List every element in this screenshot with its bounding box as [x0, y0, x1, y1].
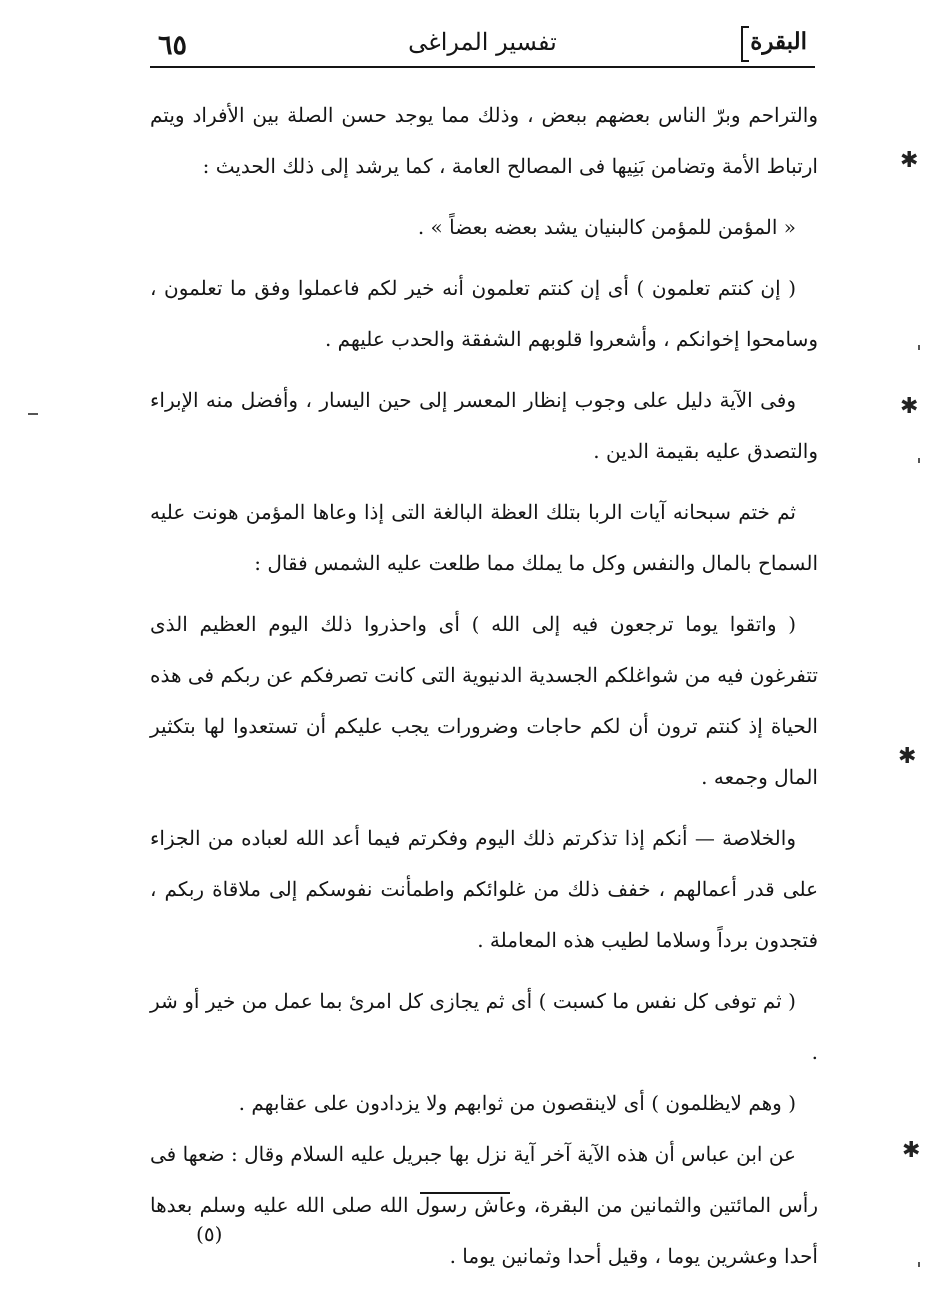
summary-paragraph: والخلاصة — أنكم إذا تذكرتم ذلك اليوم وفكرتم فيما أعد الله لعباده من الجزاء على قدر أعمالهم ، خفف ذلك من غلوائكم واطمأنت نفوسكم إلى ملاقاة ربكم ، فتجدون برداً وسلاما لطيب هذه المعاملة .	[150, 826, 818, 952]
asterisk-blot-icon: ✱	[900, 394, 919, 419]
body-text	[150, 90, 818, 1292]
paragraph: وفى الآية دليل على وجوب إنظار المعسر إلى حين اليسار ، وأفضل منه الإبراء والتصدق عليه بقيمة الدين .	[150, 388, 818, 463]
asterisk-blot-icon: ✱	[902, 1138, 921, 1163]
scan-tick-mark	[918, 458, 920, 463]
narration-paragraph: عن ابن عباس أن هذه الآية آخر آية نزل بها جبريل عليه السلام وقال : ضعها فى رأس المائتين والثمانين من البقرة، وعاش رسول الله صلى الله عليه وسلم بعدها أحدا وعشرين يوما ، وقيل أحدا وثمانين يوما .	[150, 1142, 818, 1268]
footnote-rule	[420, 1192, 510, 1194]
verse-commentary: ( ثم توفى كل نفس ما كسبت ) أى ثم يجازى كل امرئ بما عمل من خير أو شر .	[150, 989, 818, 1064]
header-rule	[150, 66, 815, 68]
hadith-quote: « المؤمن للمؤمن كالبنيان يشد بعضه بعضاً » .	[417, 215, 796, 239]
header-bracket	[741, 26, 749, 62]
scan-tick-mark	[918, 1262, 920, 1267]
page-number: ٦٥	[158, 30, 188, 61]
asterisk-blot-icon: ✱	[898, 744, 917, 769]
signature-number: (٥)	[196, 1222, 223, 1246]
paragraph: ( إن كنتم تعلمون ) أى إن كنتم تعلمون أنه خير لكم فاعملوا وفق ما تعلمون ، وسامحوا إخوانكم ، وأشعروا قلوبهم الشفقة والحدب عليهم .	[150, 276, 818, 351]
paragraph: ثم ختم سبحانه آيات الربا بتلك العظة البالغة التى إذا وعاها المؤمن هونت عليه السماح بالمال والنفس وكل ما يملك مما طلعت عليه الشمس فقال :	[150, 500, 818, 575]
scan-tick-mark	[28, 413, 38, 415]
surah-name: البقرة	[750, 28, 807, 55]
verse-commentary: ( واتقوا يوما ترجعون فيه إلى الله ) أى واحذروا ذلك اليوم العظيم الذى تتفرغون فيه من شواغلكم الجسدية الدنيوية التى كانت تصرفكم عن ربكم فى هذه الحياة إذ كنتم ترون أن لكم حاجات وضرورات يجب عليكم أن تستعدوا لها بتكثير المال وجمعه .	[150, 612, 818, 789]
scan-tick-mark	[918, 345, 920, 350]
paragraph: والتراحم وبرّ الناس بعضهم ببعض ، وذلك مما يوجد حسن الصلة بين الأفراد ويتم ارتباط الأمة وتضامن بَنِيها فى المصالح العامة ، كما يرشد إلى ذلك الحديث :	[150, 103, 818, 178]
asterisk-blot-icon: ✱	[900, 148, 919, 173]
book-title: تفسير المراغى	[408, 28, 557, 56]
running-header	[150, 18, 815, 68]
verse-commentary: ( وهم لايظلمون ) أى لاينقصون من ثوابهم ولا يزدادون على عقابهم .	[238, 1091, 796, 1115]
